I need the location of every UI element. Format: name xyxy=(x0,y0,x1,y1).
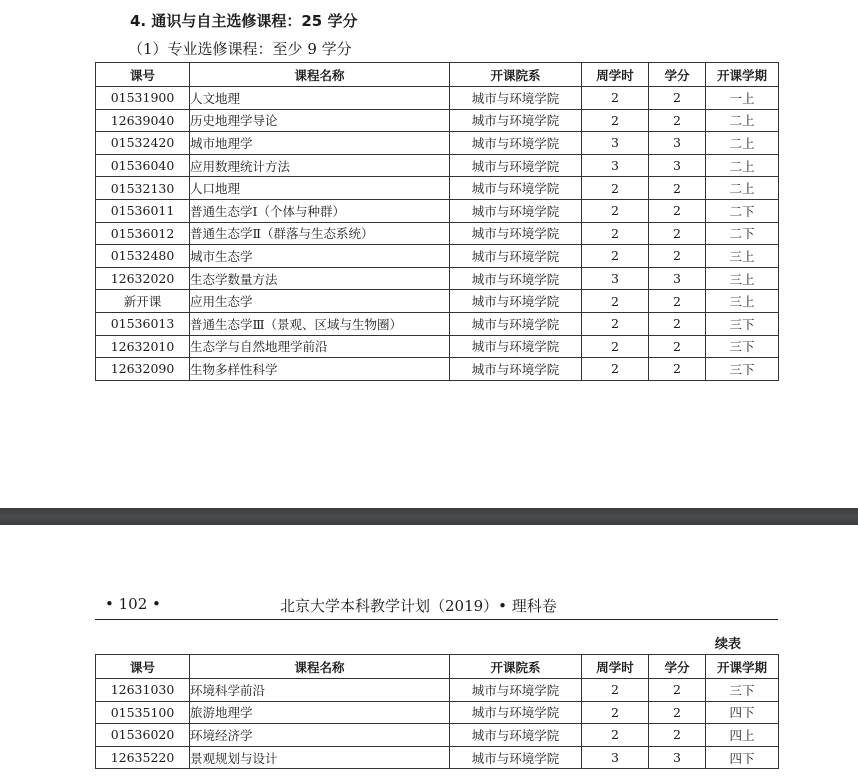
weekly-hours-cell: 3 xyxy=(582,267,649,290)
table-row xyxy=(96,132,779,155)
course-name-cell: 环境经济学 xyxy=(190,724,450,747)
page-header xyxy=(95,593,778,620)
credits-cell: 2 xyxy=(649,109,706,132)
term-cell: 二上 xyxy=(706,154,779,177)
table-row xyxy=(96,746,779,769)
weekly-hours-cell: 2 xyxy=(582,177,649,200)
table-row xyxy=(96,724,779,747)
course-dept-cell: 城市与环境学院 xyxy=(450,724,582,747)
weekly-hours-cell: 2 xyxy=(582,109,649,132)
elective-course-table xyxy=(95,62,779,381)
table-row xyxy=(96,290,779,313)
credits-cell: 2 xyxy=(649,701,706,724)
header-dept: 开课院系 xyxy=(450,655,582,679)
course-dept-cell: 城市与环境学院 xyxy=(450,132,582,155)
table-row xyxy=(96,679,779,702)
header-hours: 周学时 xyxy=(582,655,649,679)
weekly-hours-cell: 2 xyxy=(582,222,649,245)
weekly-hours-cell: 2 xyxy=(582,312,649,335)
course-name-cell: 人文地理 xyxy=(190,87,450,110)
table-row xyxy=(96,245,779,268)
table-row xyxy=(96,335,779,358)
course-dept-cell: 城市与环境学院 xyxy=(450,358,582,381)
credits-cell: 2 xyxy=(649,199,706,222)
credits-cell: 2 xyxy=(649,177,706,200)
course-name-cell: 人口地理 xyxy=(190,177,450,200)
course-dept-cell: 城市与环境学院 xyxy=(450,335,582,358)
term-cell: 三上 xyxy=(706,290,779,313)
course-code-cell: 12631030 xyxy=(96,679,190,702)
credits-cell: 3 xyxy=(649,746,706,769)
weekly-hours-cell: 2 xyxy=(582,290,649,313)
weekly-hours-cell: 3 xyxy=(582,746,649,769)
course-code-cell: 12632090 xyxy=(96,358,190,381)
table-row xyxy=(96,109,779,132)
course-code-cell: 01536040 xyxy=(96,154,190,177)
credits-cell: 2 xyxy=(649,87,706,110)
course-dept-cell: 城市与环境学院 xyxy=(450,245,582,268)
term-cell: 三下 xyxy=(706,335,779,358)
page-number: • 102 • xyxy=(105,595,161,613)
header-name: 课程名称 xyxy=(190,655,450,679)
table-row xyxy=(96,87,779,110)
credits-cell: 3 xyxy=(649,132,706,155)
term-cell: 三上 xyxy=(706,245,779,268)
course-name-cell: 城市生态学 xyxy=(190,245,450,268)
term-cell: 三下 xyxy=(706,679,779,702)
course-code-cell: 01532420 xyxy=(96,132,190,155)
course-dept-cell: 城市与环境学院 xyxy=(450,87,582,110)
course-dept-cell: 城市与环境学院 xyxy=(450,177,582,200)
course-dept-cell: 城市与环境学院 xyxy=(450,746,582,769)
term-cell: 四上 xyxy=(706,724,779,747)
credits-cell: 3 xyxy=(649,267,706,290)
header-hours: 周学时 xyxy=(582,63,649,87)
course-dept-cell: 城市与环境学院 xyxy=(450,679,582,702)
term-cell: 四下 xyxy=(706,746,779,769)
course-code-cell: 12632020 xyxy=(96,267,190,290)
weekly-hours-cell: 2 xyxy=(582,358,649,381)
term-cell: 二下 xyxy=(706,199,779,222)
course-code-cell: 01536012 xyxy=(96,222,190,245)
course-name-cell: 历史地理学导论 xyxy=(190,109,450,132)
course-dept-cell: 城市与环境学院 xyxy=(450,109,582,132)
credits-cell: 2 xyxy=(649,358,706,381)
course-name-cell: 旅游地理学 xyxy=(190,701,450,724)
course-dept-cell: 城市与环境学院 xyxy=(450,267,582,290)
course-code-cell: 01536011 xyxy=(96,199,190,222)
page-divider xyxy=(0,508,858,525)
course-code-cell: 01536020 xyxy=(96,724,190,747)
weekly-hours-cell: 2 xyxy=(582,724,649,747)
term-cell: 一上 xyxy=(706,87,779,110)
table-header-row xyxy=(96,63,779,87)
credits-cell: 2 xyxy=(649,290,706,313)
header-term: 开课学期 xyxy=(706,63,779,87)
course-name-cell: 生态学与自然地理学前沿 xyxy=(190,335,450,358)
table-row xyxy=(96,154,779,177)
course-code-cell: 01532130 xyxy=(96,177,190,200)
header-code: 课号 xyxy=(96,655,190,679)
course-name-cell: 应用生态学 xyxy=(190,290,450,313)
credits-cell: 2 xyxy=(649,312,706,335)
header-dept: 开课院系 xyxy=(450,63,582,87)
table-row xyxy=(96,267,779,290)
header-name: 课程名称 xyxy=(190,63,450,87)
weekly-hours-cell: 2 xyxy=(582,199,649,222)
course-name-cell: 景观规划与设计 xyxy=(190,746,450,769)
weekly-hours-cell: 3 xyxy=(582,154,649,177)
credits-cell: 3 xyxy=(649,154,706,177)
course-code-cell: 01536013 xyxy=(96,312,190,335)
credits-cell: 2 xyxy=(649,679,706,702)
course-dept-cell: 城市与环境学院 xyxy=(450,154,582,177)
course-dept-cell: 城市与环境学院 xyxy=(450,701,582,724)
course-name-cell: 生态学数量方法 xyxy=(190,267,450,290)
course-dept-cell: 城市与环境学院 xyxy=(450,222,582,245)
table-row xyxy=(96,701,779,724)
credits-cell: 2 xyxy=(649,245,706,268)
weekly-hours-cell: 2 xyxy=(582,701,649,724)
term-cell: 四下 xyxy=(706,701,779,724)
weekly-hours-cell: 2 xyxy=(582,87,649,110)
course-code-cell: 12639040 xyxy=(96,109,190,132)
term-cell: 二下 xyxy=(706,222,779,245)
continued-label: 续表 xyxy=(715,637,742,652)
term-cell: 三上 xyxy=(706,267,779,290)
term-cell: 二上 xyxy=(706,177,779,200)
header-credits: 学分 xyxy=(649,655,706,679)
course-name-cell: 普通生态学Ⅰ（个体与种群） xyxy=(190,199,450,222)
term-cell: 二上 xyxy=(706,132,779,155)
section-subheading: （1）专业选修课程：至少 9 学分 xyxy=(128,40,352,58)
table-row xyxy=(96,199,779,222)
course-code-cell: 新开课 xyxy=(96,290,190,313)
table-header-row xyxy=(96,655,779,679)
course-dept-cell: 城市与环境学院 xyxy=(450,312,582,335)
course-code-cell: 01535100 xyxy=(96,701,190,724)
credits-cell: 2 xyxy=(649,724,706,747)
book-title: 北京大学本科教学计划（2019）• 理科卷 xyxy=(280,597,557,615)
section-heading: 4. 通识与自主选修课程：25 学分 xyxy=(130,12,358,30)
credits-cell: 2 xyxy=(649,335,706,358)
header-term: 开课学期 xyxy=(706,655,779,679)
course-name-cell: 普通生态学Ⅲ（景观、区域与生物圈） xyxy=(190,312,450,335)
header-code: 课号 xyxy=(96,63,190,87)
course-name-cell: 生物多样性科学 xyxy=(190,358,450,381)
weekly-hours-cell: 3 xyxy=(582,132,649,155)
course-dept-cell: 城市与环境学院 xyxy=(450,199,582,222)
course-name-cell: 城市地理学 xyxy=(190,132,450,155)
course-name-cell: 环境科学前沿 xyxy=(190,679,450,702)
course-code-cell: 12635220 xyxy=(96,746,190,769)
course-code-cell: 01531900 xyxy=(96,87,190,110)
term-cell: 二上 xyxy=(706,109,779,132)
elective-course-table-continued xyxy=(95,654,779,769)
weekly-hours-cell: 2 xyxy=(582,679,649,702)
term-cell: 三下 xyxy=(706,312,779,335)
table-row xyxy=(96,358,779,381)
course-dept-cell: 城市与环境学院 xyxy=(450,290,582,313)
course-name-cell: 应用数理统计方法 xyxy=(190,154,450,177)
table-row xyxy=(96,222,779,245)
credits-cell: 2 xyxy=(649,222,706,245)
table-row xyxy=(96,312,779,335)
table-row xyxy=(96,177,779,200)
course-code-cell: 12632010 xyxy=(96,335,190,358)
course-name-cell: 普通生态学Ⅱ（群落与生态系统） xyxy=(190,222,450,245)
weekly-hours-cell: 2 xyxy=(582,335,649,358)
term-cell: 三下 xyxy=(706,358,779,381)
weekly-hours-cell: 2 xyxy=(582,245,649,268)
header-credits: 学分 xyxy=(649,63,706,87)
course-code-cell: 01532480 xyxy=(96,245,190,268)
